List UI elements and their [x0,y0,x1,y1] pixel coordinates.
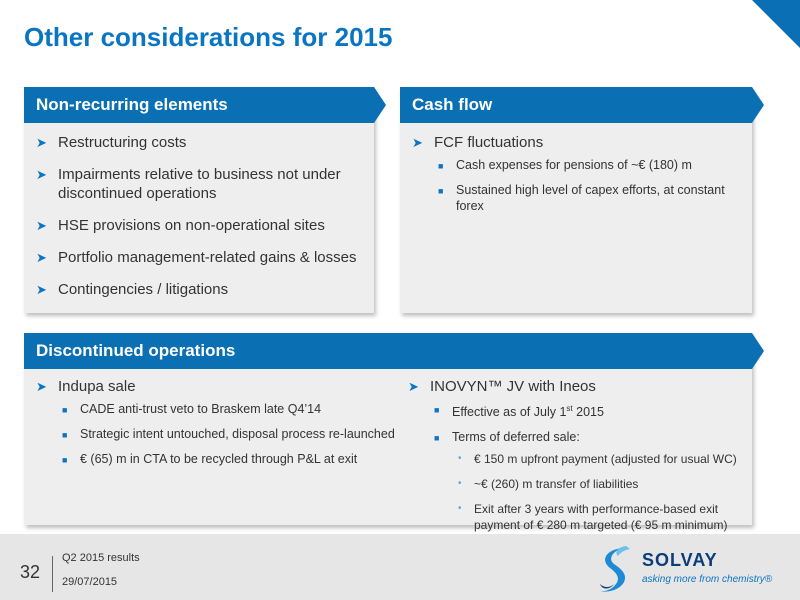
list-item: ■ CADE anti-trust veto to Braskem late Q4’14 [62,402,322,416]
footer-date: 29/07/2015 [62,576,118,588]
list-item: • ~€ (260) m transfer of liabilities [458,477,639,492]
cashflow-sublist [434,157,742,214]
list-item: ■ Strategic intent untouched, disposal process re-launched [62,427,395,441]
footer [0,534,800,600]
list-item: ■ € (65) m in CTA to be recycled through P&L at exit [62,452,358,466]
list-item: ■ Cash expenses for pensions of ~€ (180) m [438,158,692,172]
square-bullet-icon: ■ [434,405,440,415]
arrow-bullet-icon: ➤ [36,379,47,394]
list-item: ➤ FCF fluctuations ■ Cash expenses for pensions of ~€ (180) m ■ Sustained high level of capex efforts, at constant forex [406,133,742,214]
logo-name: SOLVAY [642,550,718,570]
inovyn-sublist [430,401,742,533]
list-item: ■ Sustained high level of capex efforts, at constant forex [438,183,725,213]
list-item: ■ Terms of deferred sale: • € 150 m upfront payment (adjusted for usual WC) • ~€ (260) m transfer of liabilities • Exit after 3 years with performance-based exit payment of € 280 m targeted (€ 95 m minimum) [430,429,742,533]
arrow-bullet-icon: ➤ [36,282,47,297]
square-bullet-icon: ■ [434,433,440,444]
footer-subtitle: Q2 2015 results [62,552,140,564]
list-item: • Exit after 3 years with performance-based exit payment of € 280 m targeted (€ 95 m minimum) [458,502,728,533]
arrow-bullet-icon: ➤ [408,379,419,394]
dot-bullet-icon: • [458,478,462,490]
list-item: ➤ Impairments relative to business not under discontinued operations [36,166,341,202]
inovyn-list [402,377,742,546]
square-bullet-icon: ■ [62,455,68,465]
square-bullet-icon: ■ [62,405,68,415]
arrow-bullet-icon: ➤ [36,218,47,233]
nonrecurring-panel [24,87,374,313]
logo-tagline: asking more from chemistry® [642,574,773,585]
discontinued-header: Discontinued operations [24,333,752,369]
arrow-bullet-icon: ➤ [36,250,47,265]
solvay-swirl-icon [592,544,638,594]
indupa-list [30,377,402,546]
square-bullet-icon: ■ [438,186,444,196]
arrow-bullet-icon: ➤ [412,135,423,150]
corner-accent [752,0,800,48]
square-bullet-icon: ■ [62,430,68,440]
cashflow-header: Cash flow [400,87,752,123]
page-number: 32 [20,562,41,582]
dot-bullet-icon: • [458,503,462,515]
page-title: Other considerations for 2015 [24,22,393,52]
solvay-logo [592,544,782,594]
list-item: ➤ INOVYN™ JV with Ineos ■ Effective as of July 1st 2015 ■ Terms of deferred sale: • € 150 m upfront payment (adjusted for usual WC) • ~€ (260) m transfer of liabilities • Exit after 3 years with performance-based exit payment of € 280 m targeted (€ 95 m minimum) [402,377,742,533]
cashflow-panel [400,87,752,313]
list-item: ➤ Portfolio management-related gains & losses [36,249,357,266]
list-item: ➤ HSE provisions on non-operational sites [36,217,325,234]
list-item: ➤ Indupa sale ■ CADE anti-trust veto to Braskem late Q4’14 ■ Strategic intent untouched, disposal process re-launched ■ € (65) m in CTA to be recycled through P&L at exit [30,377,402,467]
arrow-bullet-icon: ➤ [36,135,47,150]
cashflow-list [400,123,752,214]
list-item: ➤ Contingencies / litigations [36,281,229,298]
nonrecurring-list [24,123,374,299]
footer-divider [52,556,53,592]
nonrecurring-header: Non-recurring elements [24,87,374,123]
arrow-bullet-icon: ➤ [36,167,47,182]
square-bullet-icon: ■ [438,161,444,171]
list-item: • € 150 m upfront payment (adjusted for usual WC) [458,452,737,467]
list-item: ➤ Restructuring costs [36,134,187,151]
indupa-sublist [58,401,402,467]
list-item: ■ Effective as of July 1st 2015 [434,404,604,420]
dot-bullet-icon: • [458,453,462,465]
deferred-terms-list [452,451,742,533]
discontinued-panel [24,333,752,533]
